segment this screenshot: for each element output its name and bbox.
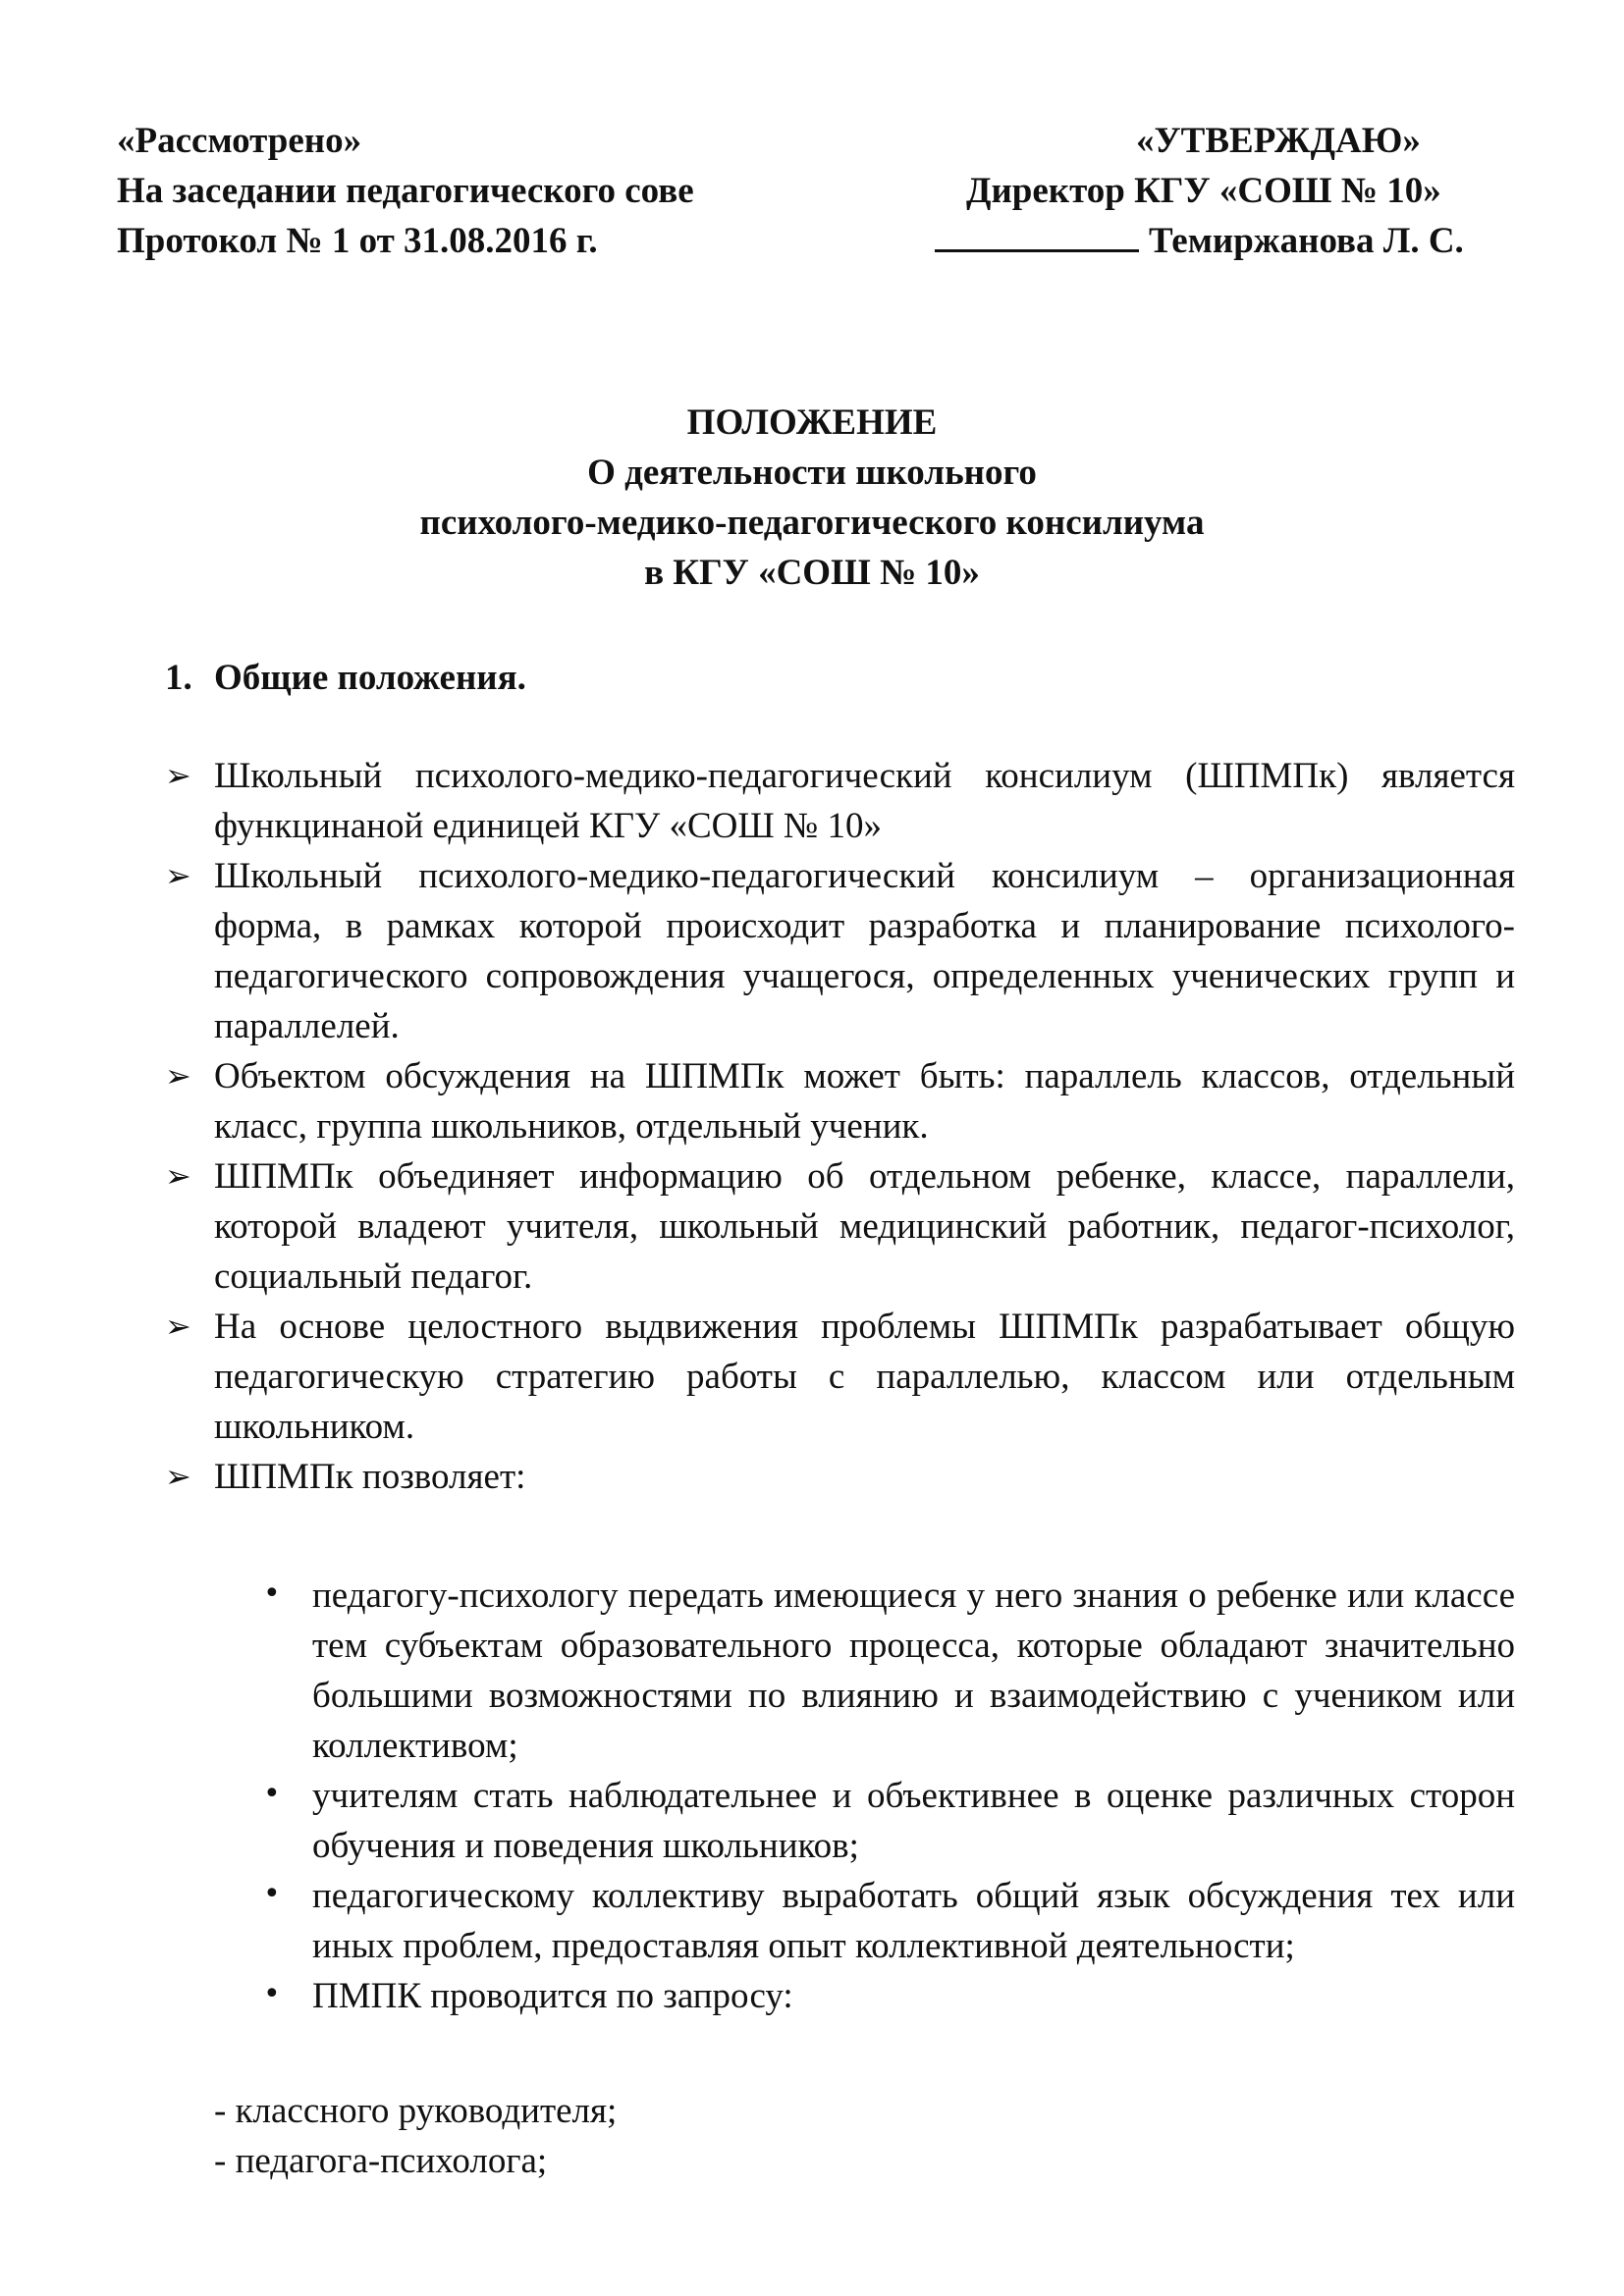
list-item bbox=[165, 1302, 1515, 1452]
list-item-text: педагогическому коллективу выработать общий язык обсуждения тех или иных проблем, предоставляя опыт коллективной деятельности; bbox=[312, 1876, 1515, 1966]
list-item bbox=[165, 751, 1515, 851]
arrow-bullet-icon: ➢ bbox=[165, 1057, 191, 1095]
council-meeting-line: На заседании педагогического сове bbox=[117, 171, 694, 211]
list-item bbox=[263, 1571, 1515, 1771]
list-item: - классного руководителя; bbox=[214, 2091, 618, 2131]
arrow-bullet-icon: ➢ bbox=[165, 1308, 191, 1345]
list-item: - педагога-психолога; bbox=[214, 2141, 548, 2181]
list-item-text: ПМПК проводится по запросу: bbox=[312, 1976, 793, 2016]
title-line-4: в КГУ «СОШ № 10» bbox=[644, 553, 980, 593]
list-item bbox=[165, 1051, 1515, 1151]
list-item bbox=[165, 1151, 1515, 1302]
director-line: Директор КГУ «СОШ № 10» bbox=[966, 171, 1441, 211]
review-label: «Рассмотрено» bbox=[117, 121, 362, 161]
document-title bbox=[0, 398, 1624, 598]
list-item bbox=[263, 1871, 1515, 1971]
dot-bullet-icon: • bbox=[263, 1877, 281, 1911]
arrow-bullet-icon: ➢ bbox=[165, 757, 191, 794]
protocol-line: Протокол № 1 от 31.08.2016 г. bbox=[117, 221, 598, 261]
list-item-text: учителям стать наблюдательнее и объективнее в оценке различных сторон обучения и поведения школьников; bbox=[312, 1776, 1515, 1866]
section-heading bbox=[165, 653, 526, 703]
dot-bullet-icon: • bbox=[263, 1777, 281, 1811]
dot-bullet-icon: • bbox=[263, 1977, 281, 2011]
arrow-bullet-icon: ➢ bbox=[165, 1458, 191, 1495]
request-source-list bbox=[214, 2086, 617, 2186]
list-item-text: Школьный психолого-медико-педагогический консилиум (ШПМПк) является функцинаной единицей КГУ «СОШ № 10» bbox=[214, 756, 1515, 846]
signature-blank bbox=[935, 216, 1139, 252]
list-item-text: Объектом обсуждения на ШПМПк может быть: параллель классов, отдельный класс, группа школьников, отдельный ученик. bbox=[214, 1056, 1515, 1147]
title-line-3: психолого-медико-педагогического консилиума bbox=[419, 503, 1205, 543]
section-title: Общие положения. bbox=[214, 658, 526, 698]
approval-label: «УТВЕРЖДАЮ» bbox=[1136, 121, 1421, 161]
arrow-list bbox=[165, 751, 1515, 1502]
review-block bbox=[117, 116, 694, 266]
arrow-bullet-icon: ➢ bbox=[165, 857, 191, 894]
list-item bbox=[165, 851, 1515, 1051]
title-line-2: О деятельности школьного bbox=[587, 453, 1037, 493]
list-item bbox=[263, 1971, 1515, 2021]
list-item bbox=[263, 1771, 1515, 1871]
section-number: 1. bbox=[165, 658, 192, 698]
list-item-text: педагогу-психологу передать имеющиеся у него знания о ребенке или классе тем субъектам образовательного процесса, которые обладают значительно большими возможностями по влиянию и взаимодействию с учеником или коллективом; bbox=[312, 1575, 1515, 1766]
list-item-text: На основе целостного выдвижения проблемы ШПМПк разрабатывает общую педагогическую стратегию работы с параллелью, классом или отдельным школьником. bbox=[214, 1307, 1515, 1447]
bullet-list bbox=[263, 1571, 1515, 2021]
approval-block bbox=[935, 116, 1524, 266]
list-item-text: ШПМПк объединяет информацию об отдельном ребенке, классе, параллели, которой владеют учителя, школьный медицинский работник, педагог-психолог, социальный педагог. bbox=[214, 1156, 1515, 1297]
title-line-1: ПОЛОЖЕНИЕ bbox=[686, 402, 938, 443]
dot-bullet-icon: • bbox=[263, 1576, 281, 1611]
list-item-text: Школьный психолого-медико-педагогический консилиум – организационная форма, в рамках которой происходит разработка и планирование психолого-педагогического сопровождения учащегося, определенных ученических групп и параллелей. bbox=[214, 856, 1515, 1046]
list-item bbox=[165, 1452, 1515, 1502]
arrow-bullet-icon: ➢ bbox=[165, 1157, 191, 1195]
director-name: Темиржанова Л. С. bbox=[1149, 221, 1464, 261]
list-item-text: ШПМПк позволяет: bbox=[214, 1457, 526, 1497]
signature-line bbox=[935, 216, 1524, 266]
